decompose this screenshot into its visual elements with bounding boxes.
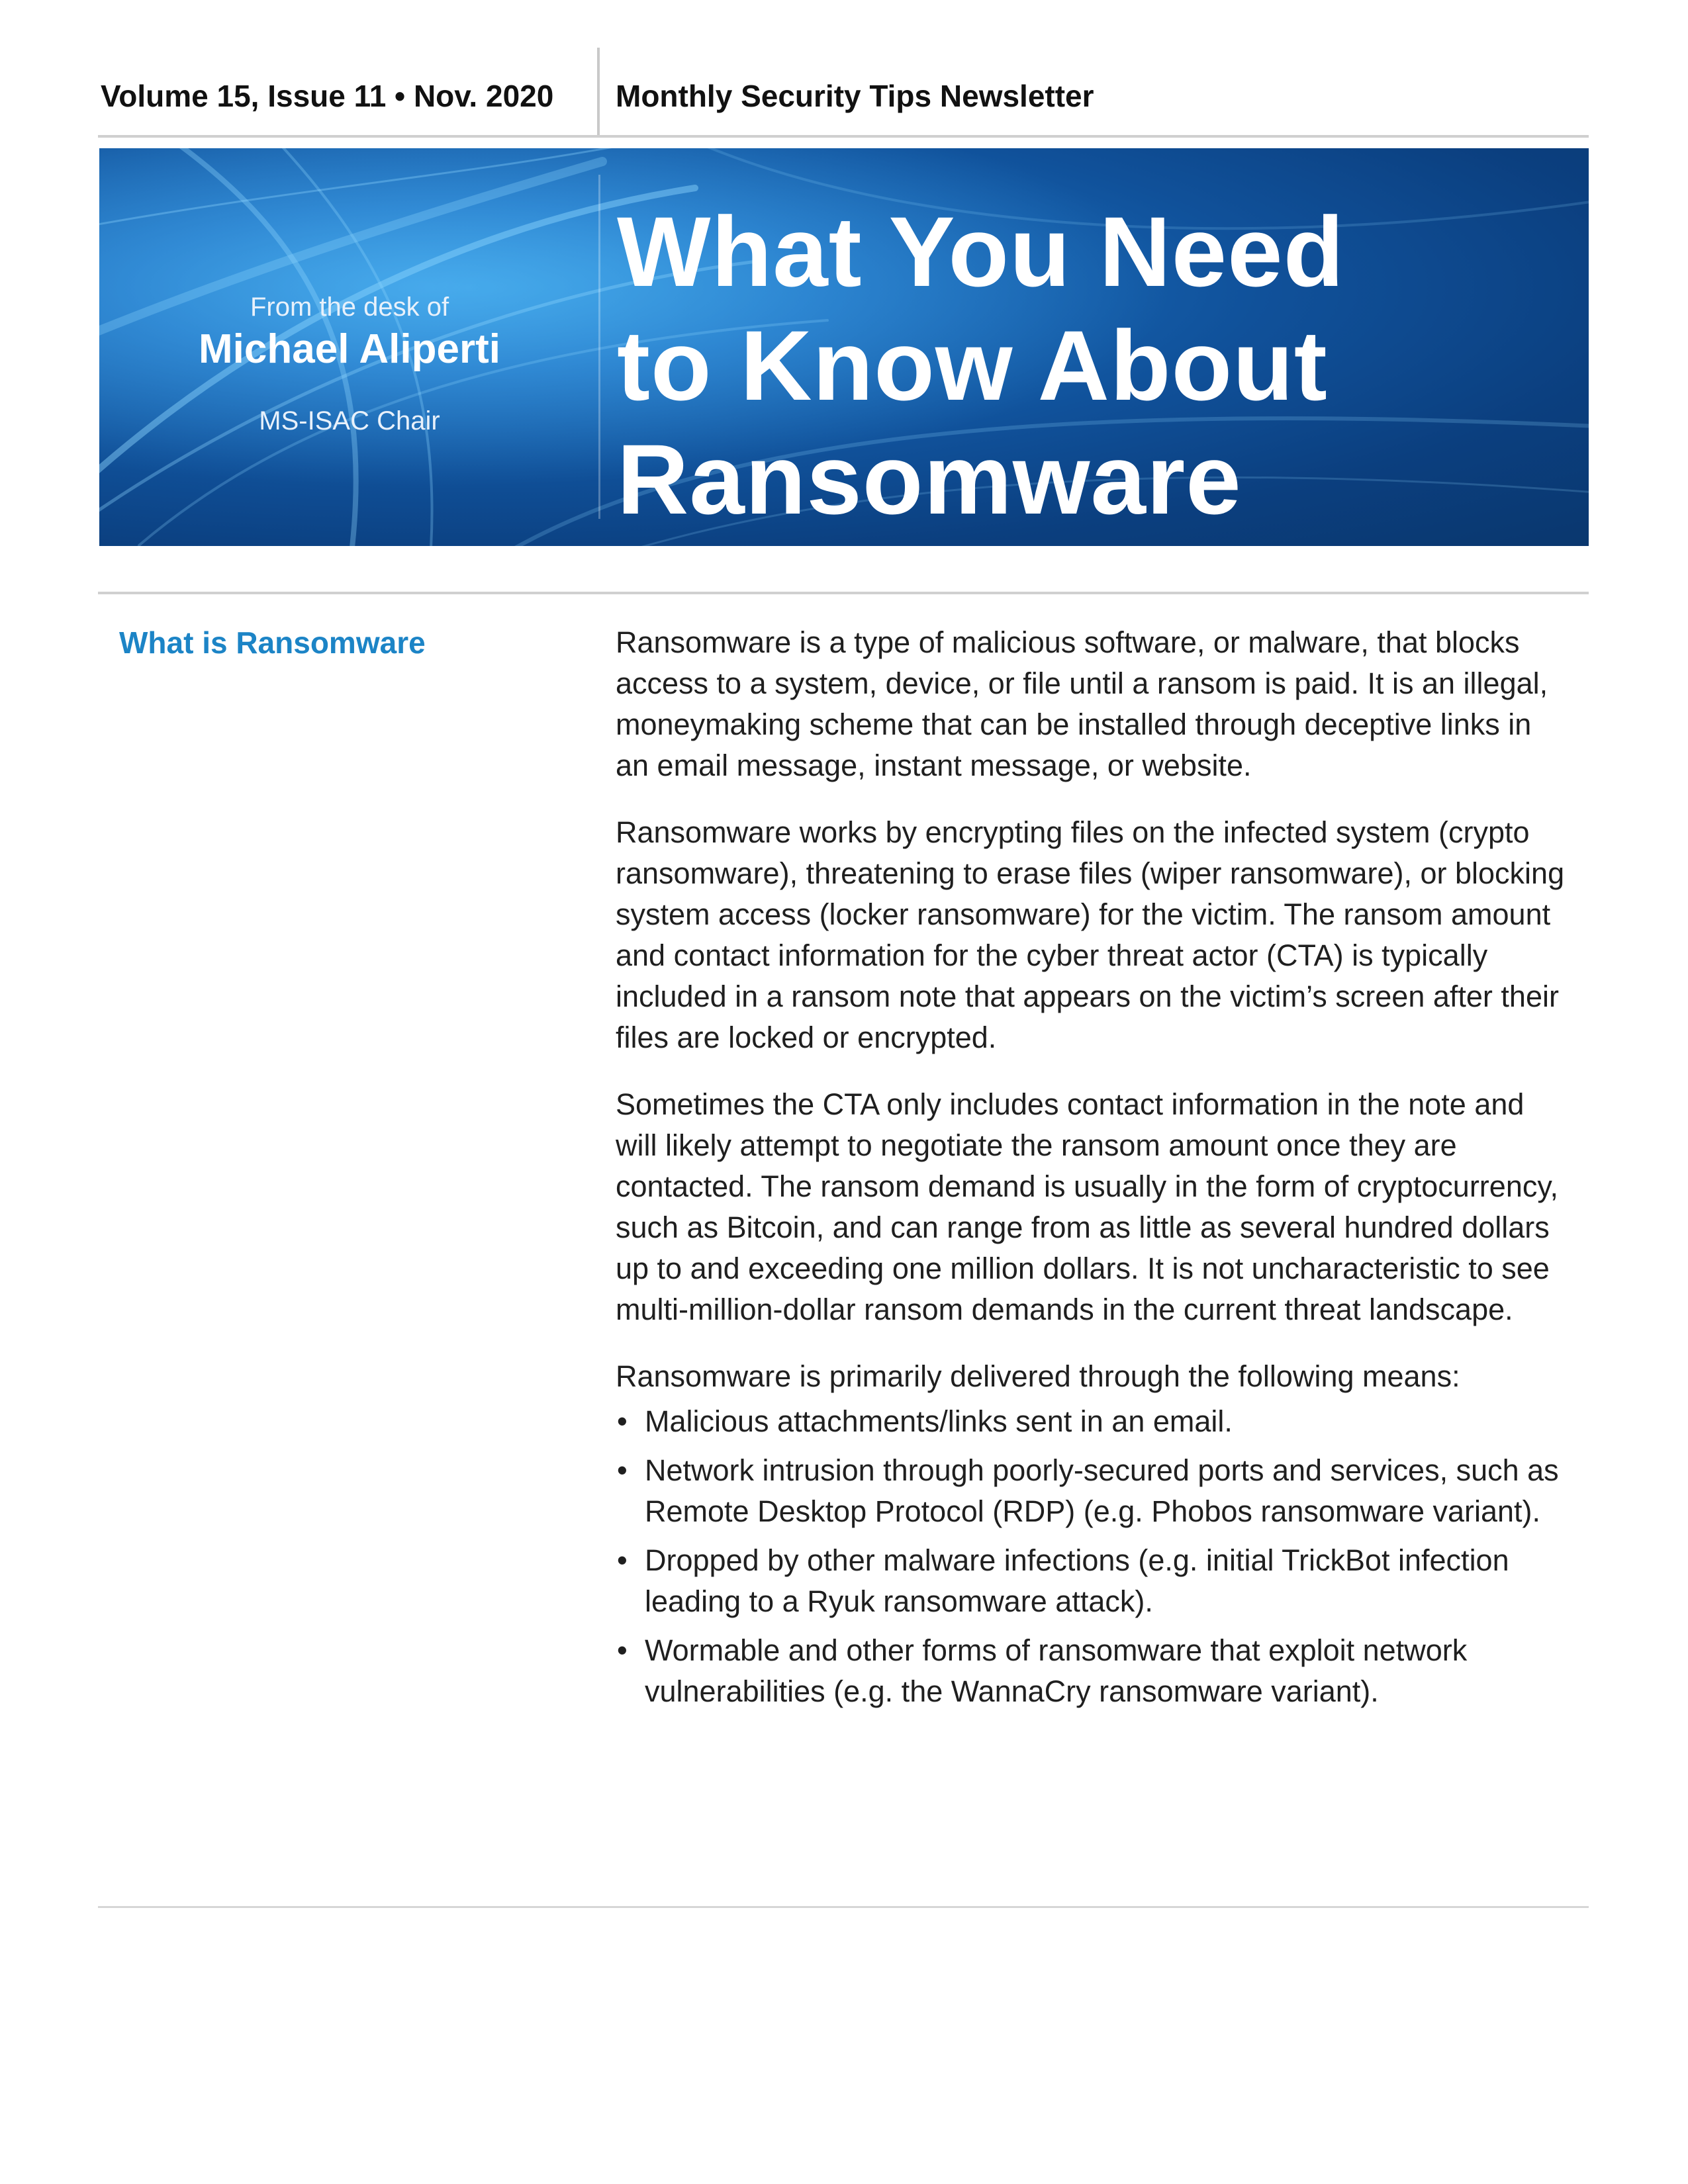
header-rule	[98, 135, 1589, 138]
banner-title-line: to Know About	[617, 310, 1328, 421]
list-item	[616, 1401, 1569, 1442]
delivery-means-list	[616, 1401, 1569, 1712]
bullet-icon: •	[617, 1404, 628, 1438]
from-desk-label: From the desk of	[250, 293, 449, 322]
author-role: MS-ISAC Chair	[259, 406, 440, 435]
list-item	[616, 1540, 1569, 1622]
bullet-icon: •	[617, 1633, 628, 1667]
article-body	[616, 622, 1569, 1720]
list-intro: Ransomware is primarily delivered through the following means:	[616, 1359, 1460, 1393]
list-item	[616, 1630, 1569, 1712]
body-paragraph: Ransomware works by encrypting files on the infected system (crypto ransomware), threatening to erase files (wiper ransomware), or blocking system access (locker ransomware) for the victim. The ransom amount and contact information for the cyber threat actor (CTA) is typically included in a ransom note that appears on the victim’s screen after their files are locked or encrypted.	[616, 815, 1565, 1054]
issue-info: Volume 15, Issue 11 • Nov. 2020	[101, 79, 554, 113]
section-rule-bottom	[98, 1906, 1589, 1908]
list-item-text: Network intrusion through poorly-secured ports and services, such as Remote Desktop Protocol (RDP) (e.g. Phobos ransomware variant).	[645, 1453, 1559, 1528]
section-rule-top	[98, 592, 1589, 594]
header-divider	[597, 48, 600, 136]
banner-title-line: Ransomware	[617, 424, 1242, 535]
list-item	[616, 1450, 1569, 1532]
list-item-text: Malicious attachments/links sent in an email.	[645, 1404, 1233, 1438]
banner-title	[617, 195, 1570, 536]
hero-banner	[99, 148, 1589, 546]
author-name: Michael Aliperti	[199, 326, 500, 372]
newsletter-title: Monthly Security Tips Newsletter	[616, 79, 1094, 113]
banner-title-line: What You Need	[617, 196, 1345, 307]
list-item-text: Wormable and other forms of ransomware that exploit network vulnerabilities (e.g. the WannaCry ransomware variant).	[645, 1633, 1468, 1708]
list-item-text: Dropped by other malware infections (e.g. initial TrickBot infection leading to a Ryuk ransomware attack).	[645, 1543, 1509, 1618]
bullet-icon: •	[617, 1453, 628, 1487]
body-paragraph: Ransomware is a type of malicious software, or malware, that blocks access to a system, device, or file until a ransom is paid. It is an illegal, moneymaking scheme that can be installed through deceptive links in an email message, instant message, or website.	[616, 625, 1548, 782]
bullet-icon: •	[617, 1543, 628, 1577]
body-paragraph: Sometimes the CTA only includes contact information in the note and will likely attempt to negotiate the ransom amount once they are contacted. The ransom demand is usually in the form of cryptocurrency, such as Bitcoin, and can range from as little as several hundred dollars up to and exceeding one million dollars. It is not uncharacteristic to see multi-million-dollar ransom demands in the current threat landscape.	[616, 1087, 1559, 1326]
section-heading: What is Ransomware	[119, 625, 426, 660]
